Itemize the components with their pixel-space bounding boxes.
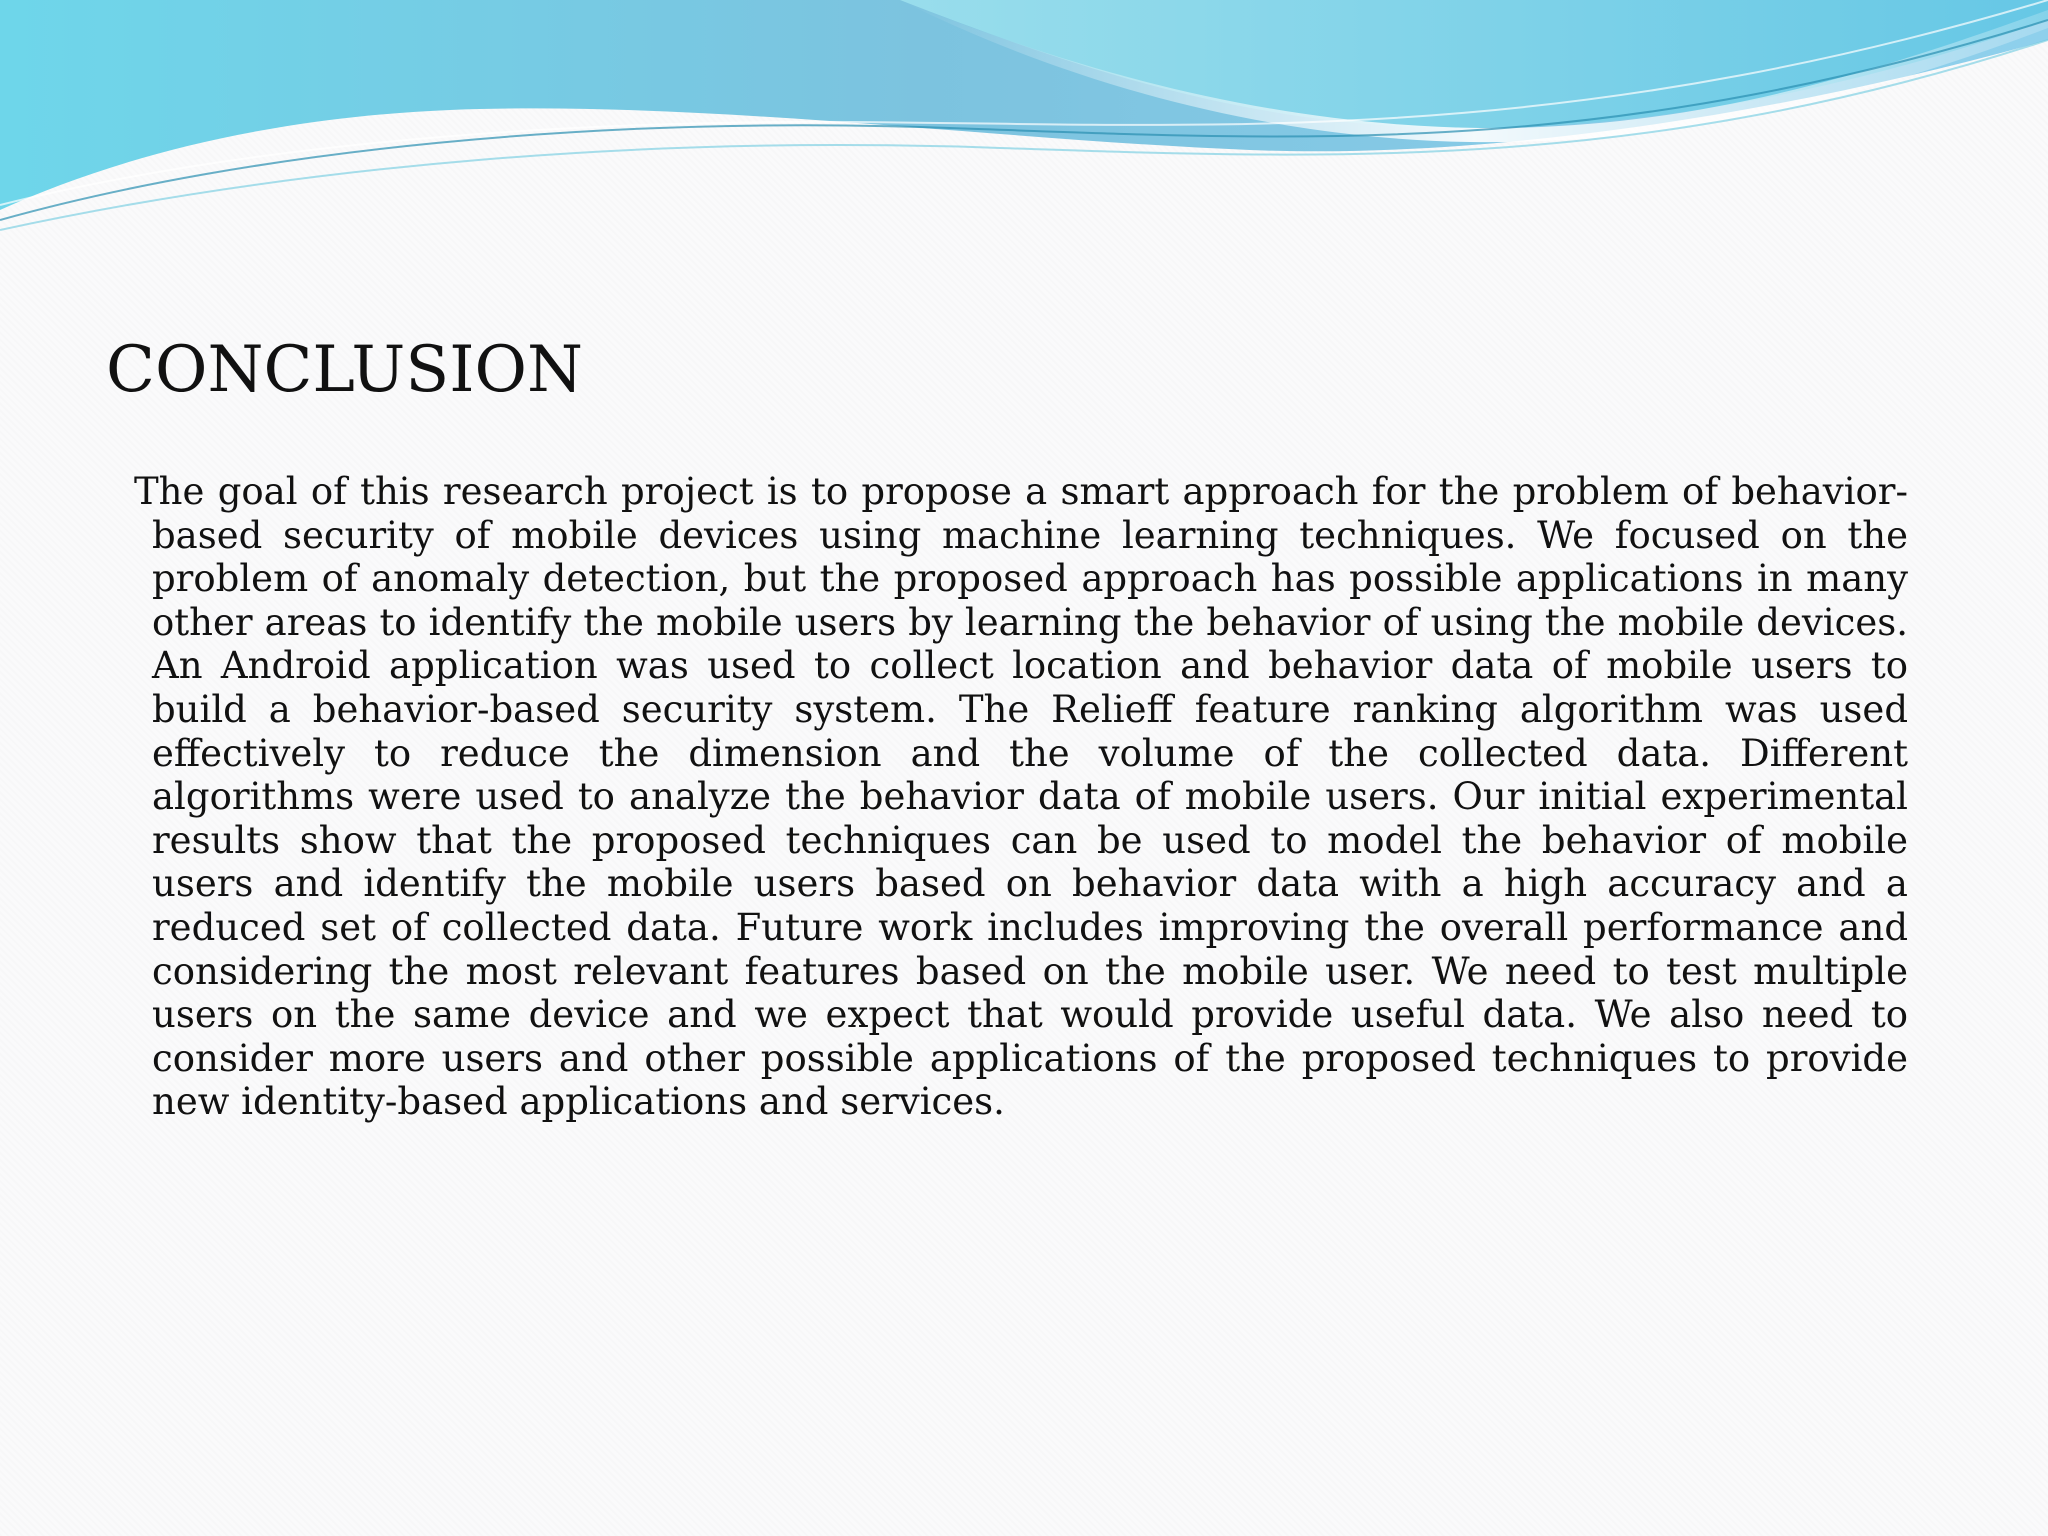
decorative-wave-banner	[0, 0, 2048, 240]
slide-title: CONCLUSION	[106, 333, 583, 407]
conclusion-paragraph: The goal of this research project is to propose a smart approach for the problem of behavior-based security of mobile devices using machine learning techniques. We focused on the problem of anomaly detection, but the proposed approach has possible applications in many other areas to identify the mobile users by learning the behavior of using the mobile devices. An Android application was used to collect location and behavior data of mobile users to build a behavior-based security system. The Relieff feature ranking algorithm was used effectively to reduce the dimension and the volume of the collected data. Different algorithms were used to analyze the behavior data of mobile users. Our initial experimental results show that the proposed techniques can be used to model the behavior of mobile users and identify the mobile users based on behavior data with a high accuracy and a reduced set of collected data. Future work includes improving the overall performance and considering the most relevant features based on the mobile user. We need to test multiple users on the same device and we expect that would provide useful data. We also need to consider more users and other possible applications of the proposed techniques to provide new identity-based applications and services.	[134, 470, 1908, 1124]
